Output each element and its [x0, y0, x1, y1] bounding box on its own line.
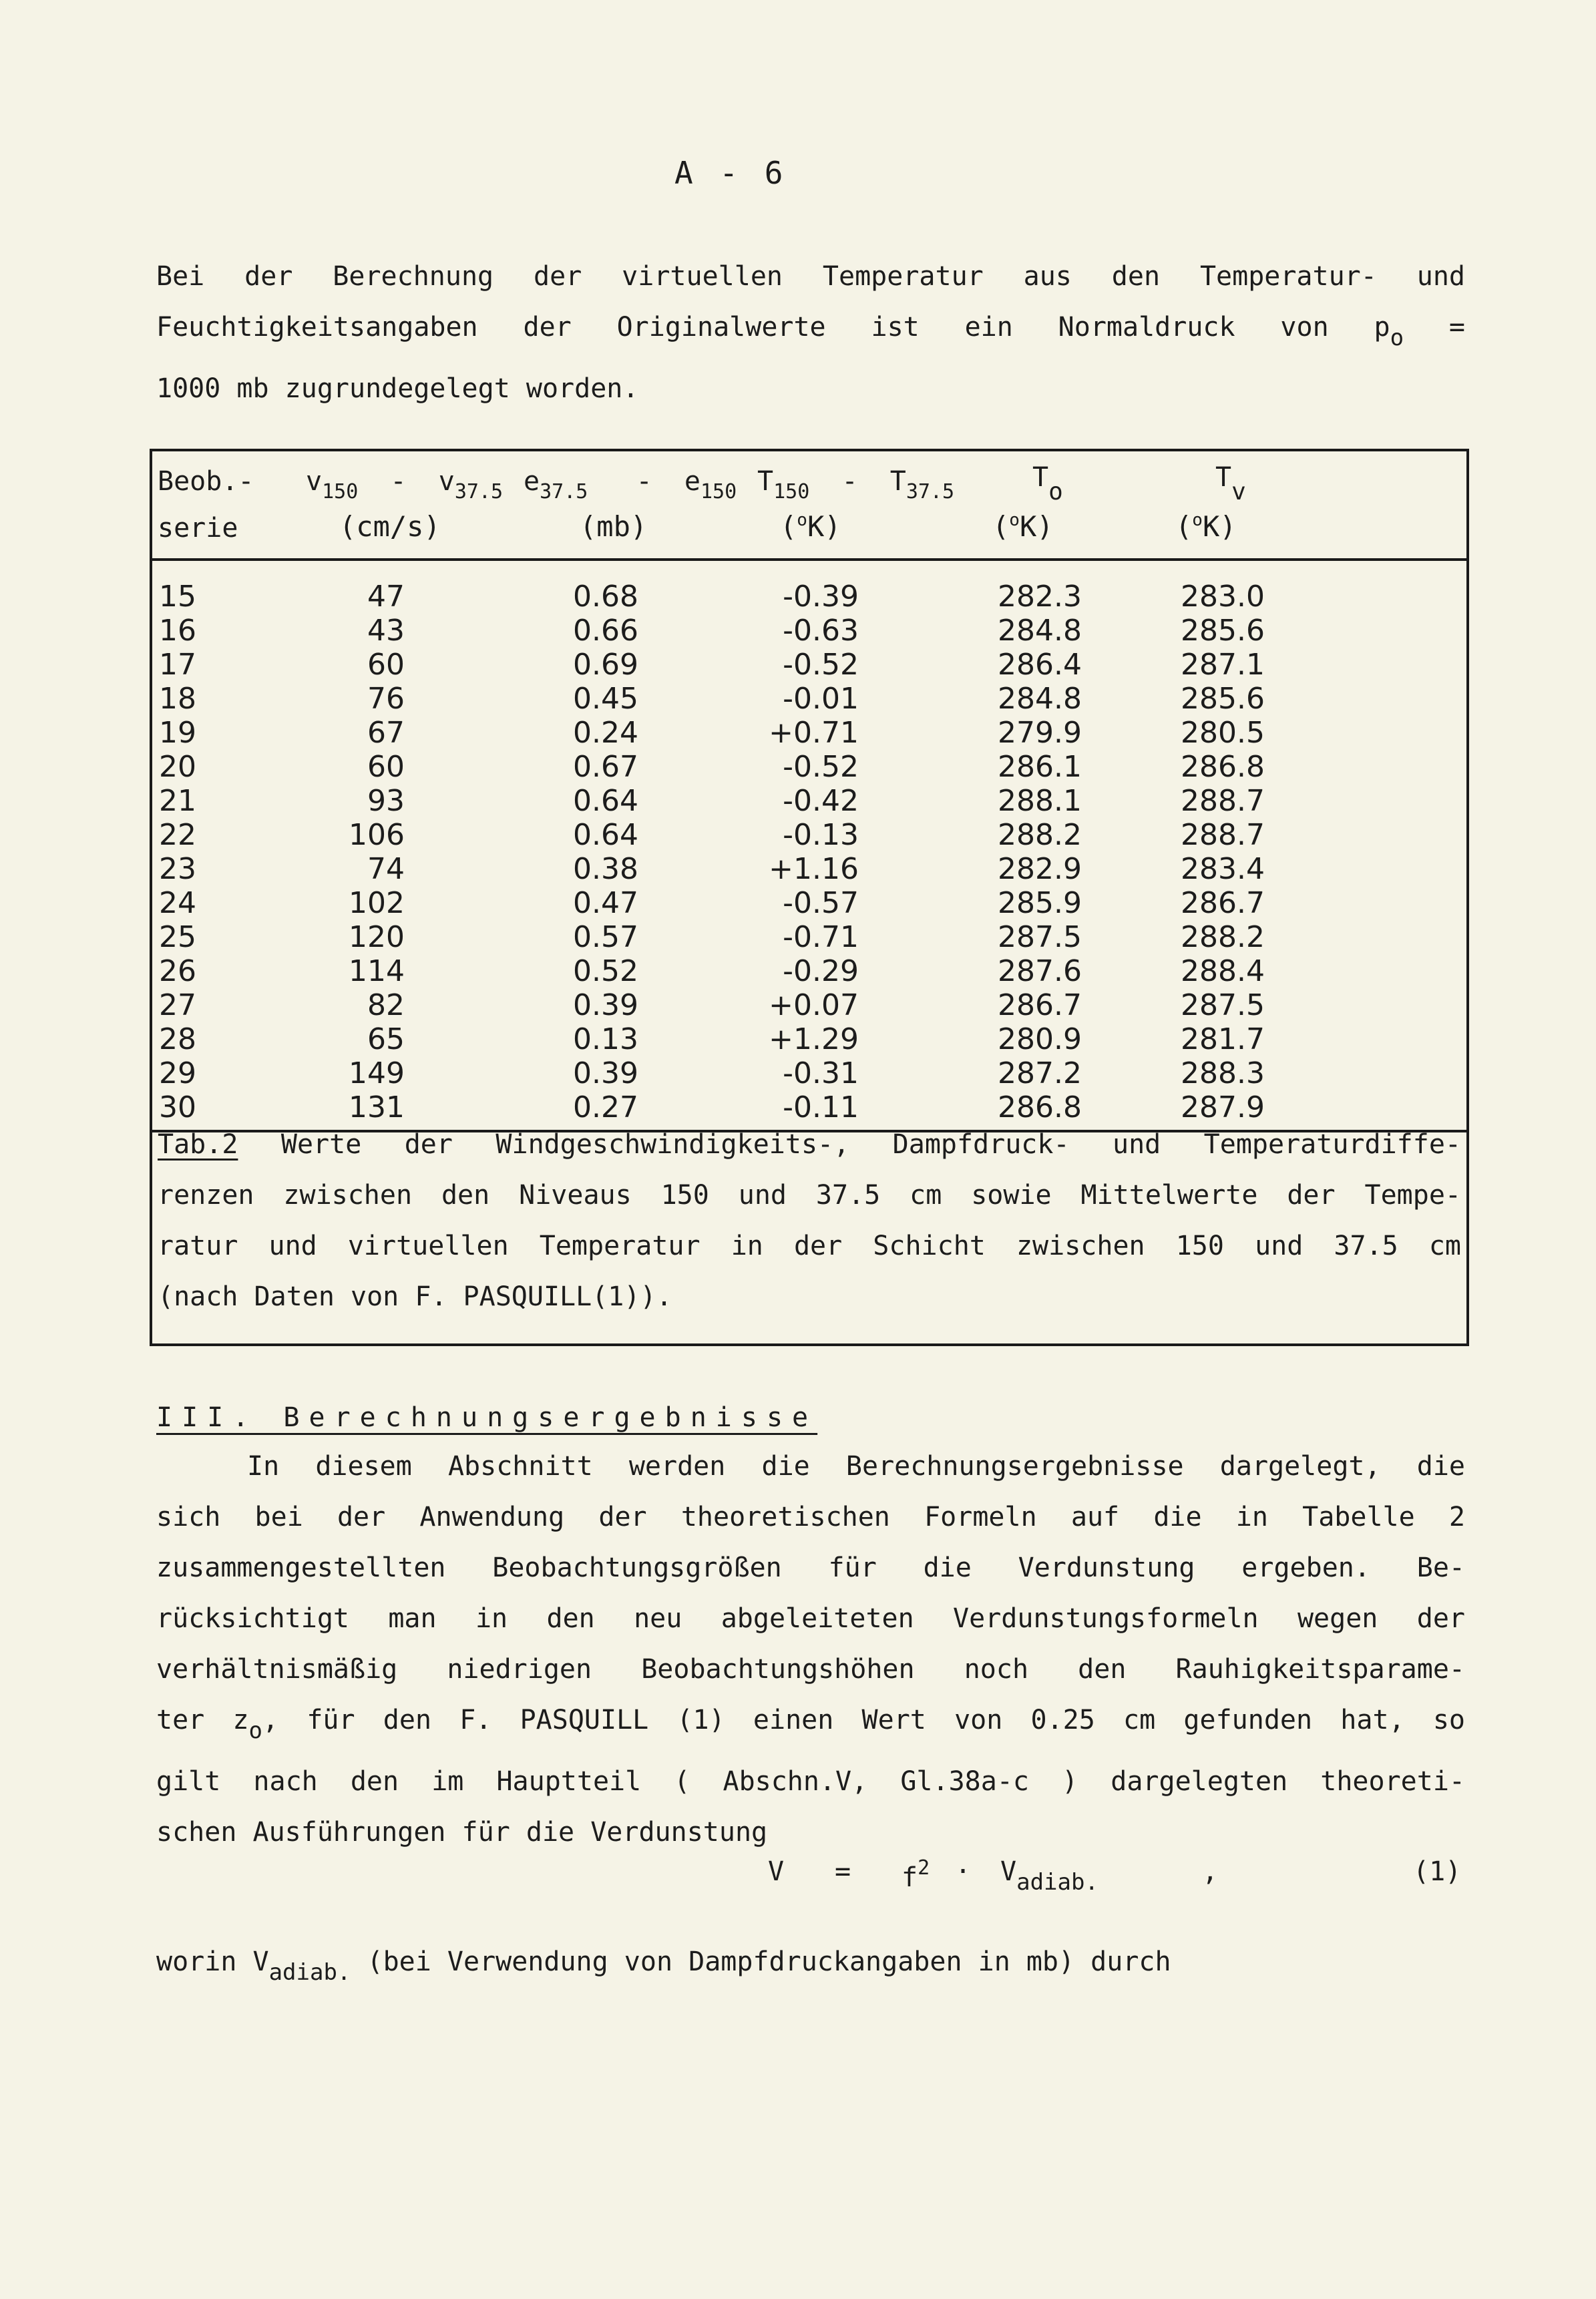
table-cell: 285.9: [998, 886, 1082, 920]
unit-kelvin-tv: ($^o$K): [1175, 510, 1237, 543]
caption-line-1: Tab.2 Werte der Windgeschwindigkeits-, Dampfdruck- und Temperaturdiffe-: [158, 1129, 1461, 1160]
data-table: [150, 449, 1469, 1346]
table-cell: 0.47: [573, 886, 638, 920]
closing-line: worin $V_{adiab.}$ (bei Verwendung von Dampfdruckangaben in mb) durch: [156, 1946, 1171, 1986]
intro-line-1: Bei der Berechnung der virtuellen Temperatur aus den Temperatur- und: [156, 261, 1465, 292]
formula-number: (1): [1413, 1856, 1462, 1887]
table-row: [152, 784, 1466, 818]
table-row: [152, 750, 1466, 784]
table-row: [152, 1022, 1466, 1056]
header-beob: Beob.-: [158, 466, 254, 497]
table-cell: 23: [159, 852, 196, 886]
table-cell: 30: [159, 1090, 196, 1124]
unit-kelvin-diff: ($^o$K): [780, 510, 841, 543]
table-cell: 131: [349, 1090, 405, 1124]
table-row: [152, 682, 1466, 716]
table-cell: 19: [159, 716, 196, 750]
table-cell: -0.42: [783, 784, 859, 818]
table-cell: -0.52: [783, 648, 859, 682]
section-line-1: In diesem Abschnitt werden die Berechnungsergebnisse dargelegt, die: [247, 1451, 1465, 1482]
table-cell: 21: [159, 784, 196, 818]
table-cell: 102: [349, 886, 405, 920]
table-cell: +0.71: [769, 716, 859, 750]
table-cell: 0.38: [573, 852, 638, 886]
table-cell: -0.71: [783, 920, 859, 954]
table-cell: 67: [367, 716, 405, 750]
table-cell: 43: [367, 614, 405, 648]
table-cell: 28: [159, 1022, 196, 1056]
table-cell: 22: [159, 818, 196, 852]
caption-line-2: renzen zwischen den Niveaus 150 und 37.5 cm sowie Mittelwerte der Tempe-: [158, 1180, 1461, 1211]
unit-mb: (mb): [580, 510, 648, 543]
closing-paragraph: [156, 1936, 1465, 1998]
table-cell: 0.68: [573, 580, 638, 614]
section-line-3: zusammengestellten Beobachtungsgrößen für die Verdunstung ergeben. Be-: [156, 1552, 1465, 1583]
section-line-8: schen Ausführungen für die Verdunstung: [156, 1817, 768, 1848]
table-cell: 286.7: [998, 988, 1082, 1022]
table-cell: 0.39: [573, 1056, 638, 1090]
header-t-mean: To: [1032, 462, 1063, 505]
table-cell: 74: [367, 852, 405, 886]
table-cell: 65: [367, 1022, 405, 1056]
table-cell: +1.16: [769, 852, 859, 886]
table-cell: 0.67: [573, 750, 638, 784]
table-cell: 60: [367, 750, 405, 784]
table-cell: 288.4: [1181, 954, 1265, 988]
table-cell: 0.52: [573, 954, 638, 988]
formula-f-squared: $f^2$: [902, 1856, 930, 1893]
header-wind-diff: $v_{150} - v_{37.5}$: [306, 466, 504, 503]
section-line-6: ter $z_o$, für den F. PASQUILL (1) einen Wert von 0.25 cm gefunden hat, so: [156, 1705, 1465, 1744]
table-cell: -0.57: [783, 886, 859, 920]
table-cell: 287.5: [998, 920, 1082, 954]
table-cell: 287.9: [1181, 1090, 1265, 1124]
table-cell: 47: [367, 580, 405, 614]
table-cell: -0.29: [783, 954, 859, 988]
table-cell: 286.8: [1181, 750, 1265, 784]
table-cell: 286.8: [998, 1090, 1082, 1124]
table-cell: 27: [159, 988, 196, 1022]
unit-cm-s: (cm/s): [339, 510, 441, 543]
table-cell: 280.5: [1181, 716, 1265, 750]
table-cell: 15: [159, 580, 196, 614]
table-cell: 106: [349, 818, 405, 852]
intro-paragraph: [156, 251, 1465, 414]
table-cell: 288.2: [1181, 920, 1265, 954]
header-vapour-diff: $e_{37.5}$ - $e_{150}$: [524, 466, 737, 503]
formula-equals: =: [835, 1856, 851, 1887]
section-line-4: rücksichtigt man in den neu abgeleiteten Verdunstungsformeln wegen der: [156, 1603, 1465, 1634]
table-cell: -0.13: [783, 818, 859, 852]
table-cell: 288.7: [1181, 784, 1265, 818]
table-cell: 0.64: [573, 818, 638, 852]
table-cell: 286.1: [998, 750, 1082, 784]
table-cell: 287.6: [998, 954, 1082, 988]
table-cell: 0.27: [573, 1090, 638, 1124]
table-cell: 282.9: [998, 852, 1082, 886]
table-caption: [158, 1119, 1461, 1322]
caption-line-4: (nach Daten von F. PASQUILL(1)).: [158, 1281, 672, 1312]
table-row: [152, 886, 1466, 920]
page-number: A - 6: [674, 155, 787, 191]
table-cell: 20: [159, 750, 196, 784]
table-row: [152, 954, 1466, 988]
table-cell: +0.07: [769, 988, 859, 1022]
table-cell: 0.57: [573, 920, 638, 954]
table-row: [152, 716, 1466, 750]
table-row: [152, 852, 1466, 886]
table-cell: 149: [349, 1056, 405, 1090]
formula-lhs: V: [768, 1856, 785, 1887]
table-cell: 286.4: [998, 648, 1082, 682]
table-row: [152, 614, 1466, 648]
table-cell: 288.2: [998, 818, 1082, 852]
table-cell: 26: [159, 954, 196, 988]
table-cell: 29: [159, 1056, 196, 1090]
table-cell: 280.9: [998, 1022, 1082, 1056]
caption-label: Tab.2: [158, 1129, 238, 1160]
table-cell: 120: [349, 920, 405, 954]
table-cell: 287.2: [998, 1056, 1082, 1090]
section-heading: III. Berechnungsergebnisse: [156, 1402, 818, 1433]
table-row: [152, 818, 1466, 852]
table-cell: 285.6: [1181, 682, 1265, 716]
header-serie: serie: [158, 513, 238, 544]
table-row: [152, 920, 1466, 954]
table-cell: -0.01: [783, 682, 859, 716]
table-row: [152, 648, 1466, 682]
table-cell: 60: [367, 648, 405, 682]
intro-line-3: 1000 mb zugrundegelegt worden.: [156, 373, 639, 404]
table-cell: 114: [349, 954, 405, 988]
table-cell: 283.0: [1181, 580, 1265, 614]
table-cell: 18: [159, 682, 196, 716]
table-row: [152, 1056, 1466, 1090]
table-row: [152, 988, 1466, 1022]
intro-line-2: Feuchtigkeitsangaben der Originalwerte ist ein Normaldruck von $p_o$ =: [156, 312, 1466, 351]
table-cell: 0.64: [573, 784, 638, 818]
table-cell: +1.29: [769, 1022, 859, 1056]
table-cell: 0.39: [573, 988, 638, 1022]
table-cell: 17: [159, 648, 196, 682]
table-cell: 279.9: [998, 716, 1082, 750]
table-cell: 0.24: [573, 716, 638, 750]
table-cell: -0.63: [783, 614, 859, 648]
table-cell: 283.4: [1181, 852, 1265, 886]
table-cell: 281.7: [1181, 1022, 1265, 1056]
table-cell: 0.45: [573, 682, 638, 716]
table-cell: 288.1: [998, 784, 1082, 818]
formula-dot: ·: [955, 1856, 972, 1887]
table-cell: 284.8: [998, 614, 1082, 648]
table-cell: -0.52: [783, 750, 859, 784]
table-cell: 0.13: [573, 1022, 638, 1056]
caption-line-3: ratur und virtuellen Temperatur in der Schicht zwischen 150 und 37.5 cm: [158, 1231, 1461, 1261]
table-cell: 0.66: [573, 614, 638, 648]
unit-kelvin-t: ($^o$K): [992, 510, 1054, 543]
header-divider: [152, 558, 1466, 561]
section-line-7: gilt nach den im Hauptteil ( Abschn.V, Gl.38a-c ) dargelegten theoreti-: [156, 1766, 1465, 1797]
table-cell: 288.7: [1181, 818, 1265, 852]
table-cell: 24: [159, 886, 196, 920]
formula-v-adiab: $V_{adiab.}$: [1000, 1856, 1099, 1896]
header-temp-diff: $T_{150} - T_{37.5}$: [757, 466, 955, 503]
table-cell: 82: [367, 988, 405, 1022]
table-cell: 287.5: [1181, 988, 1265, 1022]
table-cell: -0.11: [783, 1090, 859, 1124]
table-cell: 287.1: [1181, 648, 1265, 682]
table-cell: 16: [159, 614, 196, 648]
table-cell: 93: [367, 784, 405, 818]
table-row: [152, 580, 1466, 614]
table-cell: 282.3: [998, 580, 1082, 614]
table-cell: -0.39: [783, 580, 859, 614]
table-cell: 284.8: [998, 682, 1082, 716]
table-cell: -0.31: [783, 1056, 859, 1090]
section-paragraph: [156, 1441, 1465, 1858]
table-cell: 286.7: [1181, 886, 1265, 920]
header-tv-mean: Tv: [1215, 462, 1246, 505]
table-cell: 288.3: [1181, 1056, 1265, 1090]
section-line-2: sich bei der Anwendung der theoretischen Formeln auf die in Tabelle 2: [156, 1502, 1465, 1532]
table-cell: 0.69: [573, 648, 638, 682]
formula-comma: ,: [1202, 1856, 1219, 1887]
table-cell: 285.6: [1181, 614, 1265, 648]
table-cell: 76: [367, 682, 405, 716]
table-cell: 25: [159, 920, 196, 954]
section-line-5: verhältnismäßig niedrigen Beobachtungshöhen noch den Rauhigkeitsparame-: [156, 1654, 1465, 1685]
